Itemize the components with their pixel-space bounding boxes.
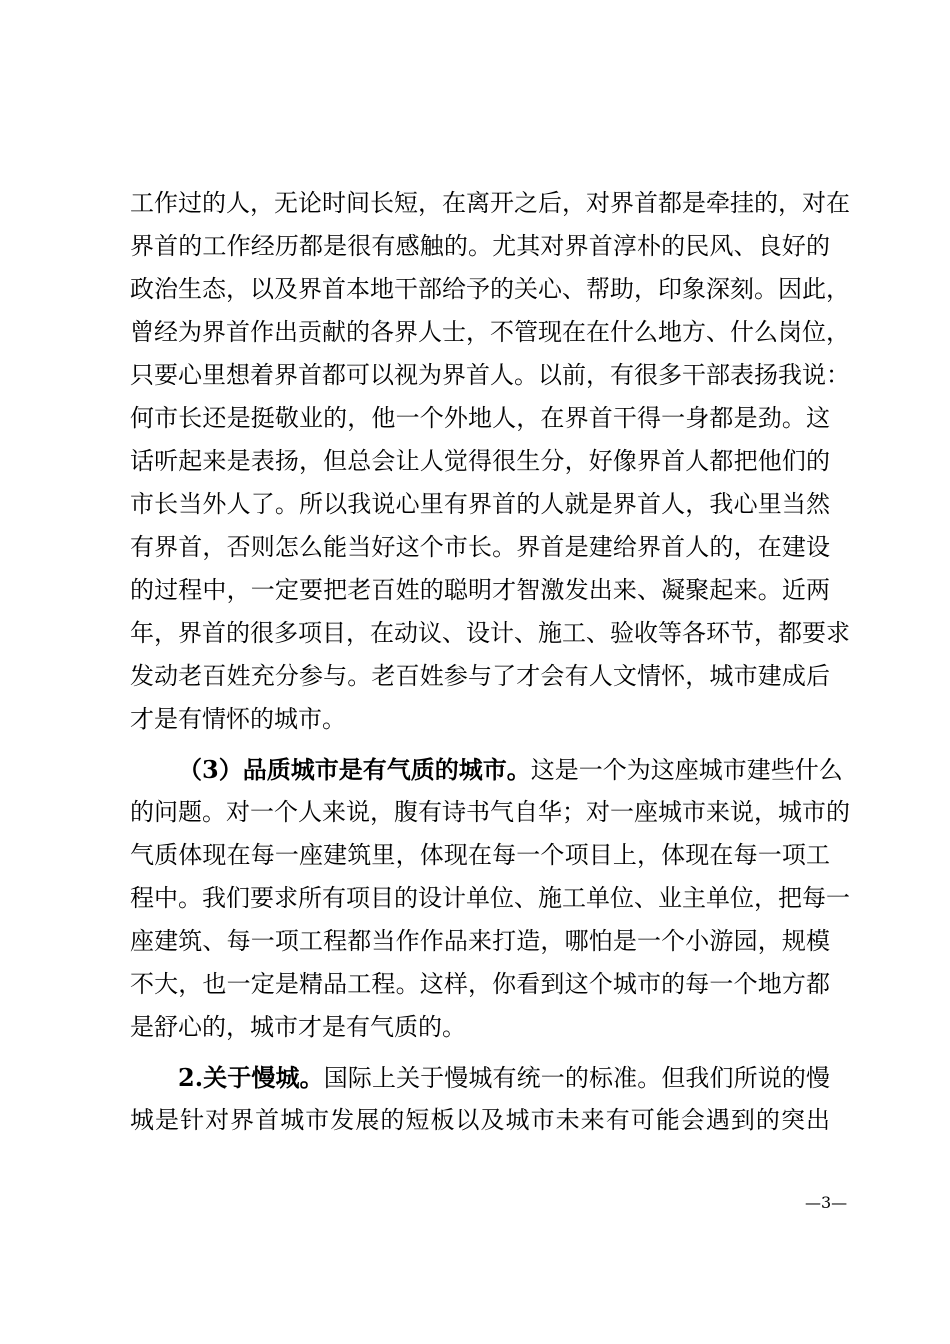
paragraph-1: [130, 182, 850, 741]
section-heading: 2.关于慢城。: [178, 1063, 324, 1092]
text-line: 的问题。对一个人来说，腹有诗书气自华；对一座城市来说，城市的: [130, 798, 850, 826]
document-body: [130, 182, 850, 1142]
paragraph-spacing: [130, 1049, 830, 1056]
text-line: 不大，也一定是精品工程。这样，你看到这个城市的每一个地方都: [130, 970, 830, 998]
text-line: 的过程中，一定要把老百姓的聪明才智激发出来、凝聚起来。近两: [130, 576, 830, 604]
text-line: 座建筑、每一项工程都当作作品来打造，哪怕是一个小游园，规模: [130, 927, 830, 955]
paragraph-spacing: [130, 741, 830, 748]
paragraph-3: [130, 1056, 830, 1142]
text-line: 发动老百姓充分参与。老百姓参与了才会有人文情怀，城市建成后: [130, 662, 830, 690]
text-line: 工作过的人，无论时间长短，在离开之后，对界首都是牵挂的，对在: [130, 189, 850, 217]
section-heading: （3）品质城市是有气质的城市。: [178, 755, 531, 784]
text-line: 话听起来是表扬，但总会让人觉得很生分，好像界首人都把他们的: [130, 447, 830, 475]
text-line: 年，界首的很多项目，在动议、设计、施工、验收等各环节，都要求: [130, 619, 850, 647]
text-line: 曾经为界首作出贡献的各界人士，不管现在在什么地方、什么岗位，: [130, 318, 850, 346]
text-line: [130, 748, 843, 791]
text-line: 界首的工作经历都是很有感触的。尤其对界首淳朴的民风、良好的: [130, 232, 830, 260]
text-line: [130, 1056, 830, 1099]
text-line: 是舒心的，城市才是有气质的。: [130, 1013, 466, 1041]
text-line: 有界首，否则怎么能当好这个市长。界首是建给界首人的，在建设: [130, 533, 830, 561]
text-line: 气质体现在每一座建筑里，体现在每一个项目上，体现在每一项工: [130, 841, 830, 869]
text-line: 政治生态，以及界首本地干部给予的关心、帮助，印象深刻。因此，: [130, 275, 850, 303]
text-run: 这是一个为这座城市建些什么: [530, 756, 843, 784]
page-number: —3—: [805, 1193, 848, 1212]
text-line: 程中。我们要求所有项目的设计单位、施工单位、业主单位，把每一: [130, 884, 850, 912]
text-line: 何市长还是挺敬业的，他一个外地人，在界首干得一身都是劲。这: [130, 404, 830, 432]
text-line: 才是有情怀的城市。: [130, 705, 346, 733]
text-run: 国际上关于慢城有统一的标准。但我们所说的慢: [323, 1064, 830, 1092]
text-line: 城是针对界首城市发展的短板以及城市未来有可能会遇到的突出: [130, 1106, 830, 1134]
text-line: 市长当外人了。所以我说心里有界首的人就是界首人，我心里当然: [130, 490, 830, 518]
paragraph-2: [130, 748, 850, 1049]
text-line: 只要心里想着界首都可以视为界首人。以前，有很多干部表扬我说：: [130, 361, 850, 389]
